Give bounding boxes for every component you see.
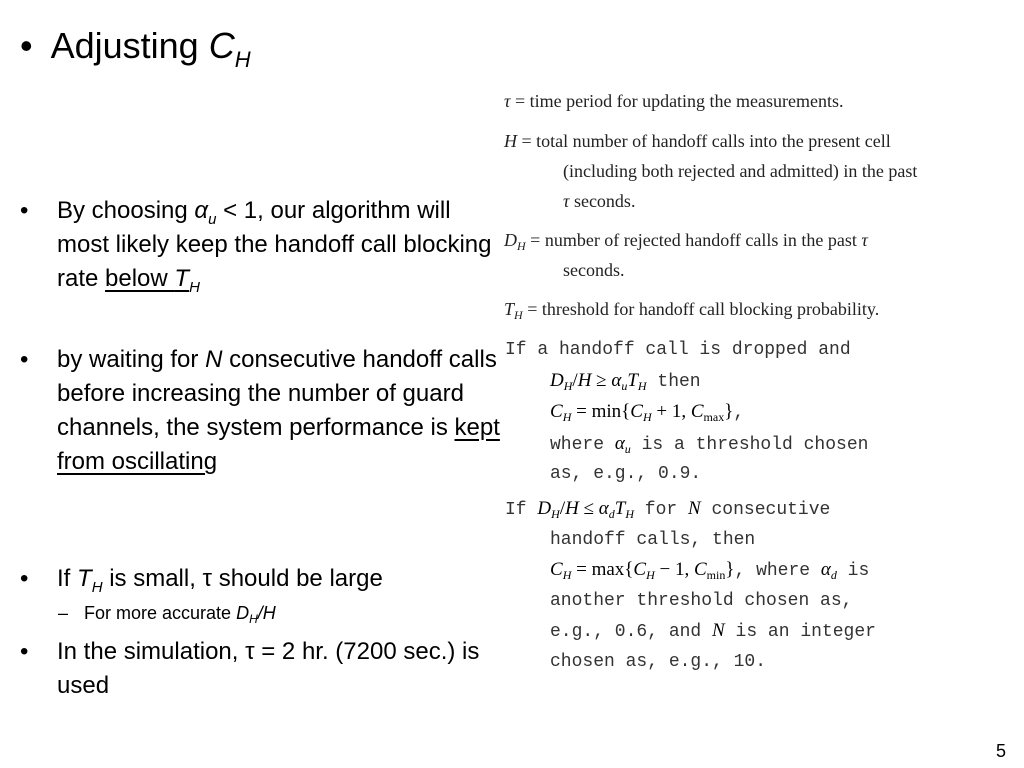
- title-text: Adjusting: [50, 25, 199, 66]
- math-update: $C_H = \max\{C_H - 1$, $C_{min}$}: [550, 559, 735, 582]
- algorithm-rule-decrease: If $D_H/H \le \alpha_dT_H$ for N consecutive handoff calls, then $C_H = \max\{C_H - 1$, $C_{min}$}, where $\alpha_d$ is another threshold chosen as, e.g., 0.6, and N is an integer chosen as, e.g., 10.: [505, 498, 876, 672]
- definition-dh: $D_H$ = number of rejected handoff calls in the past τ seconds.: [504, 230, 868, 280]
- bullet-text: by waiting for N consecutive handoff calls before increasing the number of guard channels, the system performance is kept from oscillating: [57, 346, 500, 475]
- title-bullet: •: [20, 25, 33, 66]
- bullet-th-small: [20, 562, 500, 596]
- definition-th: $T_H$ = threshold for handoff call blocking probability.: [504, 299, 880, 322]
- sub-bullet-accuracy: [58, 601, 276, 625]
- definition-h: H = total number of handoff calls into the present cell (including both rejected and admitted) in the past τ seconds.: [504, 131, 918, 211]
- bullet-dot: •: [20, 638, 29, 665]
- definition-tau: τ = time period for updating the measurements.: [504, 91, 844, 111]
- bullet-text: By choosing $\alpha_u < 1$, our algorithm will most likely keep the handoff call blocking rate below $T_H$: [57, 197, 492, 296]
- bullet-dot: •: [20, 346, 29, 373]
- math-condition: $D_H/H \ge \alpha_uT_H$: [550, 369, 647, 393]
- title-subscript: H: [234, 47, 251, 72]
- bullet-dot: •: [20, 565, 29, 592]
- underlined-phrase: kept from oscillating: [57, 414, 500, 475]
- sub-bullet-text: For more accurate $D_H/H$: [84, 603, 276, 626]
- bullet-n-consecutive: [20, 343, 500, 479]
- bullet-dot: •: [20, 197, 29, 224]
- page-number: 5: [995, 741, 1006, 761]
- bullet-text: If $T_H$ is small, τ should be large: [57, 565, 383, 596]
- title-symbol: C: [208, 25, 235, 66]
- slide-title: [20, 25, 251, 72]
- sub-bullet-dash: –: [58, 603, 69, 623]
- underlined-phrase: below $T_H$: [105, 265, 200, 296]
- math-condition: $D_H/H \le \alpha_dT_H$: [537, 498, 634, 521]
- math-update: $C_H = \min\{C_H + 1$, $C_{max}$}: [550, 401, 734, 424]
- bullet-text: In the simulation, τ = 2 hr. (7200 sec.) is used: [57, 638, 480, 699]
- algorithm-rule-increase: If a handoff call is dropped and $D_H/H \ge \alpha_uT_H$ then $C_H = \min\{C_H + 1$, $C_{max}$}, where $\alpha_u$ is a threshold chosen as, e.g., 0.9.: [505, 340, 869, 484]
- bullet-simulation: [20, 635, 500, 703]
- bullet-alpha-u: [20, 194, 500, 296]
